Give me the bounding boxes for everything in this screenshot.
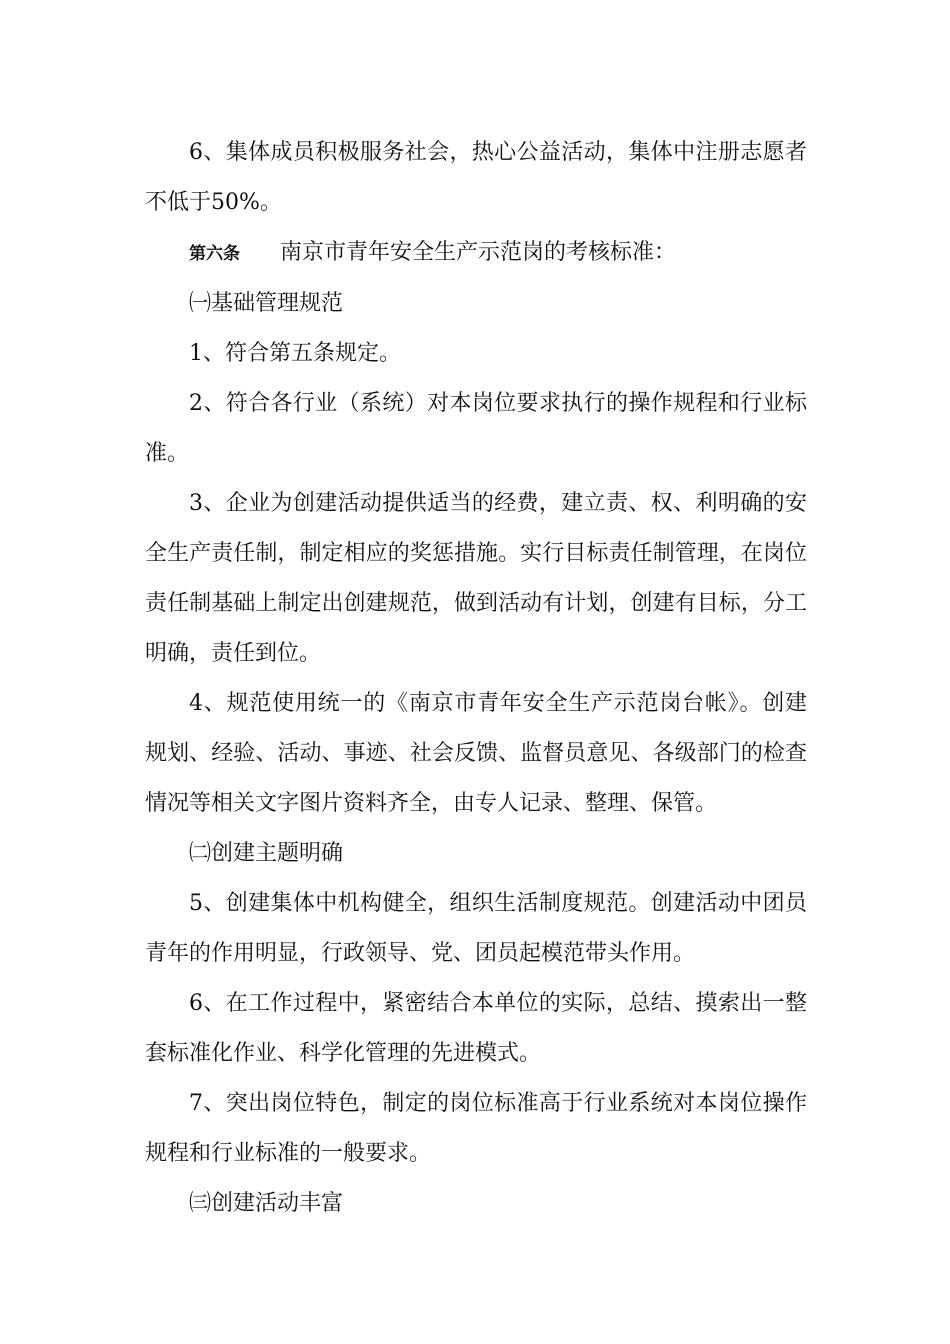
paragraph-volunteer-rule: 6、集体成员积极服务社会，热心公益活动，集体中注册志愿者不低于50%。 bbox=[145, 140, 807, 215]
paragraph-item-2: 2、符合各行业（系统）对本岗位要求执行的操作规程和行业标准。 bbox=[145, 391, 807, 466]
article-label: 第六条 bbox=[189, 244, 240, 264]
paragraph-item-5: 5、创建集体中机构健全，组织生活制度规范。创建活动中团员青年的作用明显，行政领导、党、团员起模范带头作用。 bbox=[145, 891, 807, 966]
section-heading-theme: ㈡创建主题明确 bbox=[189, 841, 344, 866]
paragraph-item-1: 1、符合第五条规定。 bbox=[189, 341, 401, 366]
paragraph-item-6: 6、在工作过程中，紧密结合本单位的实际，总结、摸索出一整套标准化作业、科学化管理的先进模式。 bbox=[145, 991, 807, 1066]
article-heading bbox=[145, 228, 807, 279]
section-heading-activities: ㈢创建活动丰富 bbox=[189, 1191, 344, 1216]
section-heading-basic-management: ㈠基础管理规范 bbox=[189, 291, 344, 316]
paragraph-item-7: 7、突出岗位特色，制定的岗位标准高于行业系统对本岗位操作规程和行业标准的一般要求。 bbox=[145, 1091, 807, 1166]
paragraph-item-3: 3、企业为创建活动提供适当的经费，建立责、权、利明确的安全生产责任制，制定相应的奖惩措施。实行目标责任制管理，在岗位责任制基础上制定出创建规范，做到活动有计划，创建有目标，分工明确，责任到位。 bbox=[145, 491, 807, 666]
document-body bbox=[145, 128, 807, 1229]
article-title: 南京市青年安全生产示范岗的考核标准： bbox=[280, 240, 677, 265]
paragraph-item-4: 4、规范使用统一的《南京市青年安全生产示范岗台帐》。创建规划、经验、活动、事迹、社会反馈、监督员意见、各级部门的检查情况等相关文字图片资料齐全，由专人记录、整理、保管。 bbox=[145, 691, 807, 816]
